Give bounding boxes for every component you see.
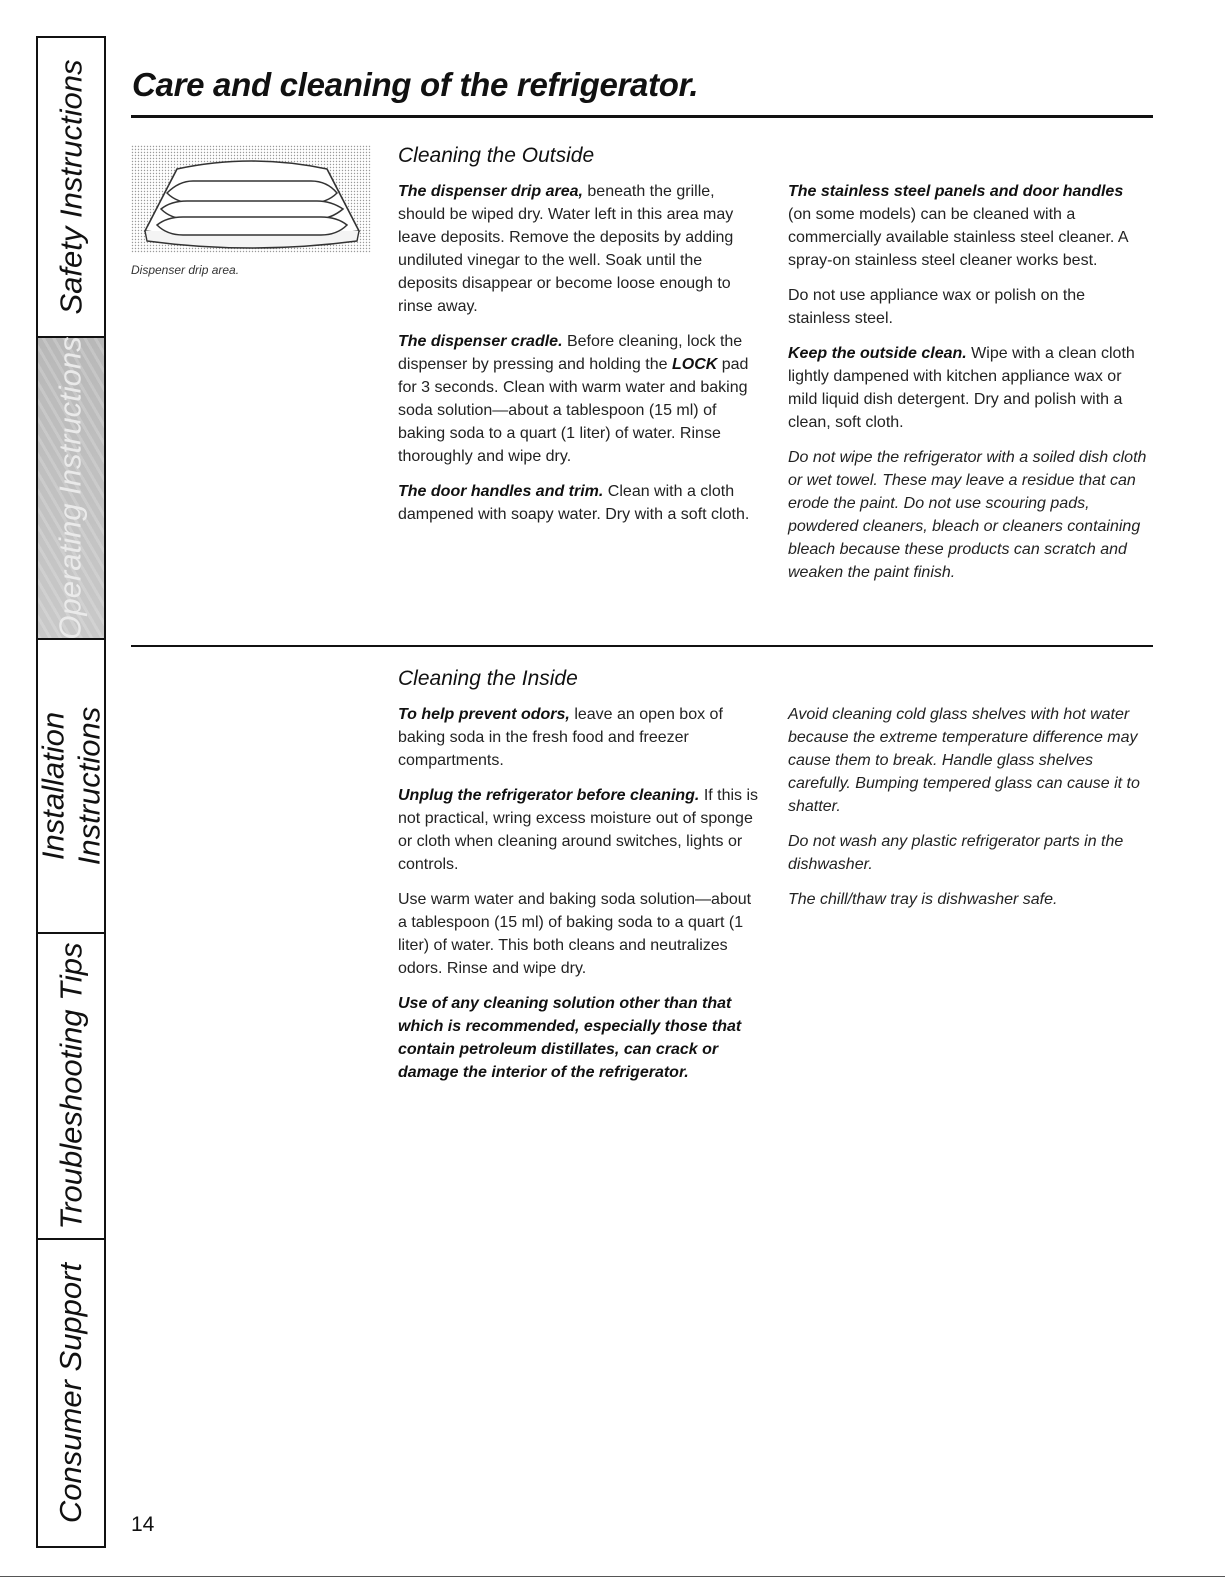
lock-pad-label: LOCK — [671, 356, 718, 373]
unplug-lead: Unplug the refrigerator before cleaning. — [398, 787, 700, 804]
tab-safety-instructions[interactable] — [38, 38, 104, 336]
tab-label — [35, 707, 107, 866]
drip-area-text: beneath the grille, should be wiped dry. Water left in this area may leave deposits. Remove the deposits by adding undiluted vinegar to the well. Soak until the deposits disappear or become loose enough to rinse away. — [398, 183, 734, 315]
page-bottom-edge — [0, 1576, 1225, 1577]
cradle-text-2: pad for 3 seconds. Clean with warm water and baking soda solution—about a tablespoon (15 ml) of baking soda to a quart (1 liter) of water. Rinse thoroughly and wipe dry. — [398, 356, 749, 465]
odors-lead: To help prevent odors, — [398, 706, 570, 723]
tab-label: Operating Instructions — [53, 336, 89, 640]
figure-caption: Dispenser drip area. — [131, 263, 240, 277]
paragraph-paint-warning: Do not wipe the refrigerator with a soiled dish cloth or wet towel. These may leave a residue that can erode the paint. Do not use scouring pads, powdered cleaners, bleach or cleaners containing bleach because these products can scratch and weaken the paint finish. — [788, 449, 1147, 581]
inside-column-left — [398, 703, 760, 1096]
paragraph-no-wax: Do not use appliance wax or polish on the stainless steel. — [788, 287, 1086, 327]
handles-lead: The door handles and trim. — [398, 483, 604, 500]
paragraph-unplug — [398, 784, 760, 876]
section-divider — [131, 645, 1153, 647]
steel-lead: The stainless steel panels and door handles — [788, 183, 1124, 200]
drip-area-lead: The dispenser drip area, — [398, 183, 583, 200]
keep-clean-text: Wipe with a clean cloth lightly dampened with kitchen appliance wax or mild liquid dish detergent. Dry and polish with a clean, soft cloth. — [788, 345, 1135, 431]
dispenser-drip-area-illustration — [131, 145, 371, 253]
keep-clean-lead: Keep the outside clean. — [788, 345, 967, 362]
unplug-text: If this is not practical, wring excess moisture out of sponge or cloth when cleaning around switches, lights or controls. — [398, 787, 759, 873]
page-title: Care and cleaning of the refrigerator. — [132, 66, 699, 103]
tab-label-line-1: Installation — [35, 711, 71, 861]
paragraph-cleaning-solution-caution: Use of any cleaning solution other than that which is recommended, especially those that contain petroleum distillates, can crack or damage the interior of the refrigerator. — [398, 995, 742, 1081]
tab-label: Safety Instructions — [53, 59, 89, 315]
inside-column-right — [788, 703, 1150, 923]
tab-installation-instructions[interactable] — [35, 638, 107, 932]
steel-text: (on some models) can be cleaned with a commercially available stainless steel cleaner. A spray-on stainless steel cleaner works best. — [788, 206, 1128, 269]
paragraph-odors — [398, 703, 760, 772]
paragraph-dispenser-cradle — [398, 330, 760, 468]
tab-troubleshooting-tips[interactable] — [38, 932, 104, 1238]
cradle-lead: The dispenser cradle. — [398, 333, 563, 350]
section-heading-outside: Cleaning the Outside — [398, 144, 595, 167]
paragraph-plastic-parts: Do not wash any plastic refrigerator parts in the dishwasher. — [788, 833, 1124, 873]
tab-label: Troubleshooting Tips — [53, 942, 89, 1230]
section-tabs — [36, 36, 106, 1548]
paragraph-glass-shelves: Avoid cleaning cold glass shelves with hot water because the extreme temperature difference may cause them to break. Handle glass shelves carefully. Bumping tempered glass can cause it to shatter. — [788, 706, 1140, 815]
odors-text: leave an open box of baking soda in the fresh food and freezer compartments. — [398, 706, 723, 769]
paragraph-drip-area — [398, 180, 760, 318]
outside-column-left — [398, 180, 760, 538]
page-number: 14 — [131, 1513, 155, 1536]
paragraph-chill-thaw-tray: The chill/thaw tray is dishwasher safe. — [788, 891, 1058, 908]
paragraph-door-handles — [398, 480, 760, 526]
paragraph-keep-clean — [788, 342, 1150, 434]
tab-label: Consumer Support — [53, 1262, 88, 1524]
tab-operating-instructions[interactable] — [38, 336, 104, 638]
handles-text: Clean with a cloth dampened with soapy water. Dry with a soft cloth. — [398, 483, 750, 523]
paragraph-stainless-steel — [788, 180, 1150, 272]
outside-column-right — [788, 180, 1150, 596]
tab-consumer-support[interactable] — [38, 1238, 104, 1546]
title-rule — [131, 115, 1153, 118]
tab-label-line-2: Instructions — [71, 706, 107, 866]
cradle-text-1: Before cleaning, lock the dispenser by pressing and holding the — [398, 333, 743, 373]
paragraph-baking-soda: Use warm water and baking soda solution—about a tablespoon (15 ml) of baking soda to a quart (1 liter) of water. This both cleans and neutralizes odors. Rinse and wipe dry. — [398, 891, 752, 977]
section-heading-inside: Cleaning the Inside — [398, 667, 578, 690]
